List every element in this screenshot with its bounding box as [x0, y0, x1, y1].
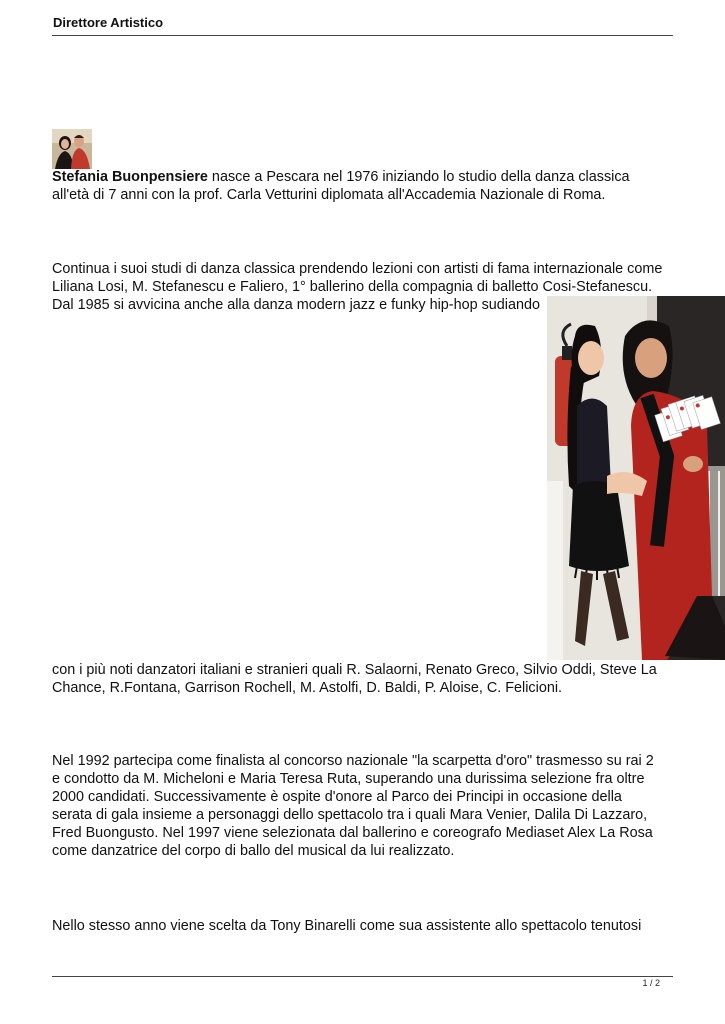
text-line: Nello stesso anno viene scelta da Tony Binarelli come sua assistente allo spettacolo tenutosi [52, 918, 642, 934]
dancer-photo [547, 296, 725, 660]
text-line: Chance, R.Fontana, Garrison Rochell, M. Astolfi, D. Baldi, P. Aloise, C. Felicioni. [52, 680, 563, 696]
intro-line-1 [52, 168, 677, 186]
text-line: 2000 candidati. Successivamente è ospite d'onore al Parco dei Principi in occasione della [52, 789, 622, 805]
text-line: e condotto da M. Micheloni e Maria Teresa Ruta, superando una durissima selezione fra oltre [52, 771, 645, 787]
intro-line-2: all'età di 7 anni con la prof. Carla Vetturini diplomata all'Accademia Nazionale di Roma. [52, 187, 606, 203]
text-line: Liliana Losi, M. Stefanescu e Faliero, 1° ballerino della compagnia di balletto Cosi-Stefanescu. [52, 279, 653, 295]
teachers-paragraph [52, 661, 677, 697]
text-line: Continua i suoi studi di danza classica prendendo lezioni con artisti di fama internazionale come [52, 261, 663, 277]
text-line: come danzatrice del corpo di ballo del musical da lui realizzato. [52, 843, 455, 859]
intro-paragraph [52, 168, 677, 204]
text-line: Fred Buongusto. Nel 1997 viene selezionata dal ballerino e coreografo Mediaset Alex La Rosa [52, 825, 653, 841]
page-number: 1 / 2 [642, 978, 660, 988]
career-paragraph [52, 752, 677, 860]
page-header-title: Direttore Artistico [53, 15, 164, 30]
footer-divider [52, 976, 673, 977]
text-line: Nel 1992 partecipa come finalista al concorso nazionale "la scarpetta d'oro" trasmesso su rai 2 [52, 753, 654, 769]
header-divider [52, 35, 673, 36]
text-line: serata di gala insieme a personaggi dello spettacolo tra i quali Mara Venier, Dalila Di Lazzaro, [52, 807, 648, 823]
text-line: con i più noti danzatori italiani e stranieri quali R. Salaorni, Renato Greco, Silvio Oddi, Steve La [52, 662, 657, 678]
person-name: Stefania Buonpensiere [52, 169, 208, 185]
intro-line-1-rest: nasce a Pescara nel 1976 iniziando lo studio della danza classica [207, 169, 630, 185]
thumbnail-photo [52, 129, 92, 169]
assistant-paragraph [52, 917, 677, 935]
text-line: Dal 1985 si avvicina anche alla danza modern jazz e funky hip-hop sudiando [52, 297, 540, 313]
